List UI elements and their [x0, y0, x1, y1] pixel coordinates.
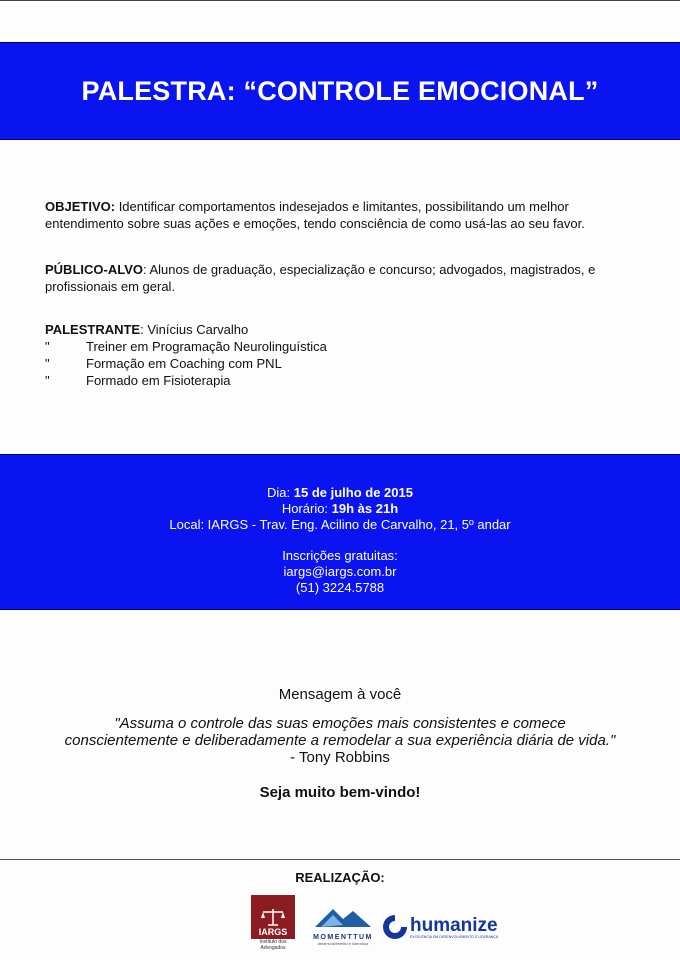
quote-line: conscientemente e deliberadamente a remodelar a sua experiência diária de vida.": [64, 732, 616, 749]
speaker-credential: [45, 338, 645, 355]
message-section: [0, 686, 680, 801]
organizers-heading: REALIZAÇÃO:: [295, 870, 385, 885]
mountain-icon: [313, 905, 373, 929]
top-divider: [0, 0, 680, 1]
audience-section: [45, 261, 645, 295]
quote-author: - Tony Robbins: [290, 749, 390, 766]
quote-line: "Assuma o controle das suas emoções mais consistentes e comece: [114, 715, 566, 732]
audience-label: PÚBLICO-ALVO: [45, 262, 143, 277]
iargs-caption: Instituto dos Advogados: [259, 939, 287, 951]
time-label: Horário:: [281, 501, 332, 516]
iargs-logo: [251, 895, 295, 953]
momenttum-logo: [308, 905, 378, 951]
momenttum-tagline: desenvolvimento e liderança: [317, 941, 369, 946]
registration-phone: (51) 3224.5788: [295, 580, 385, 595]
speaker-section: [45, 321, 645, 389]
credential-text: Formação em Coaching com PNL: [86, 356, 282, 371]
message-title: Mensagem à você: [278, 686, 402, 703]
event-location: Local: IARGS - Trav. Eng. Acilino de Carvalho, 21, 5º andar: [169, 517, 511, 532]
date-value: 15 de julho de 2015: [293, 485, 413, 500]
credential-text: Treiner em Programação Neurolinguística: [86, 339, 327, 354]
scales-of-justice-icon: [260, 907, 286, 927]
audience-text: : Alunos de graduação, especialização e concurso; advogados, magistrados, e profissionais em geral.: [45, 262, 596, 294]
date-label: Dia:: [267, 485, 294, 500]
bullet-mark: ": [45, 339, 50, 354]
speaker-credential: [45, 372, 645, 389]
event-time: [0, 501, 680, 517]
registration-label: Inscrições gratuitas:: [282, 548, 398, 563]
objective-section: [45, 198, 645, 232]
speaker-credential: [45, 355, 645, 372]
speaker-name: : Vinícius Carvalho: [140, 322, 249, 337]
humanize-emblem-icon: [380, 912, 410, 942]
humanize-tagline: EXCELÊNCIA EM DESENVOLVIMENTO E LIDERANÇA: [410, 934, 499, 939]
speaker-label: PALESTRANTE: [45, 322, 141, 337]
objective-text: Identificar comportamentos indesejados e limitantes, possibilitando um melhor entendimento sobre suas ações e emoções, tendo consciência de como usá-las ao seu favor.: [45, 199, 585, 231]
event-date: [0, 485, 680, 501]
registration-email[interactable]: iargs@iargs.com.br: [283, 564, 397, 579]
credential-text: Formado em Fisioterapia: [86, 373, 231, 388]
page-title: PALESTRA: “CONTROLE EMOCIONAL”: [81, 75, 599, 106]
footer-divider: [0, 859, 680, 860]
event-details-banner: [0, 454, 680, 610]
bullet-mark: ": [45, 356, 50, 371]
humanize-logo: [380, 910, 500, 944]
time-value: 19h às 21h: [331, 501, 399, 516]
objective-label: OBJETIVO:: [45, 199, 116, 214]
momenttum-logo-text: MOMENTTUM: [313, 934, 373, 941]
iargs-logo-text: IARGS: [258, 927, 288, 937]
bullet-mark: ": [45, 373, 50, 388]
title-banner: [0, 42, 680, 140]
humanize-logo-text: humanize: [410, 914, 498, 936]
welcome-message: Seja muito bem-vindo!: [259, 784, 421, 801]
